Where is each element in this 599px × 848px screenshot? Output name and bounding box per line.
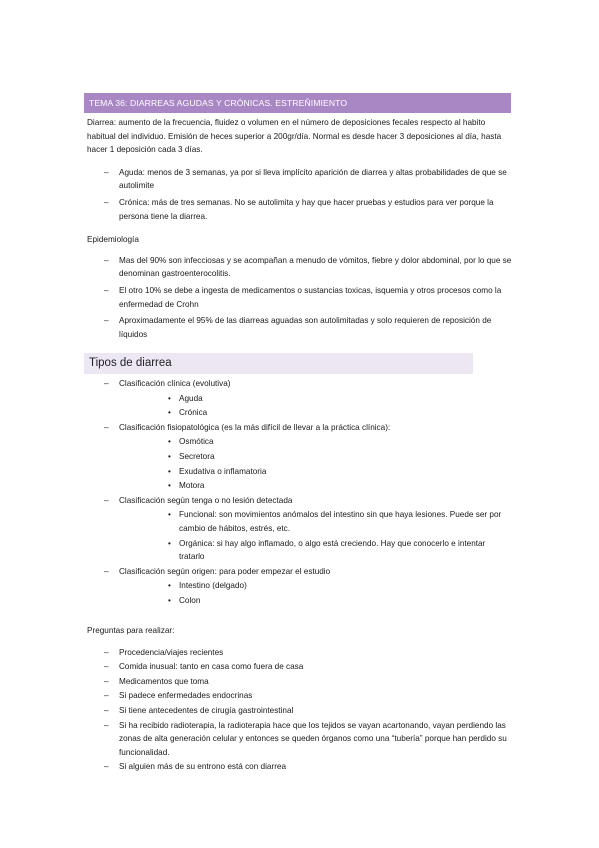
preguntas-heading: Preguntas para realizar: xyxy=(87,626,175,635)
sub-item: • Aguda xyxy=(119,392,512,406)
classification-label: Clasificación según origen: para poder empezar el estudio xyxy=(119,566,331,576)
duration-list xyxy=(87,166,512,223)
sub-list xyxy=(119,508,512,563)
sub-item: • Motora xyxy=(119,479,512,493)
sub-item: • Colon xyxy=(119,594,512,608)
classification-item xyxy=(87,377,512,420)
list-item: – Si ha recibido radioterapia, la radioterapia hace que los tejidos se vayan acartonando, vayan perdiendo las zonas de alta generación celular y entonces se queden órganos como una “tubería” porque han perdido su funcionalidad. xyxy=(87,719,512,760)
list-item: – Si tiene antecedentes de cirugía gastrointestinal xyxy=(87,704,512,718)
sub-item: • Osmótica xyxy=(119,435,512,449)
list-item: – Si alguien más de su entrono está con diarrea xyxy=(87,760,512,774)
classification-item xyxy=(87,421,512,493)
classification-item xyxy=(87,494,512,564)
list-item: – Comida inusual: tanto en casa como fuera de casa xyxy=(87,660,512,674)
sub-item: • Exudativa o inflamatoria xyxy=(119,465,512,479)
list-item: – Aproximadamente el 95% de las diarreas aguadas son autolimitadas y solo requieren de reposición de líquidos xyxy=(87,314,512,341)
preguntas-list xyxy=(87,646,512,774)
intro-paragraph: Diarrea: aumento de la frecuencia, fluidez o volumen en el número de deposiciones fecales respecto al habito habitual del individuo. Emisión de heces superior a 200gr/día. Normal es desde hacer 3 deposiciones al día, hasta hacer 1 deposición cada 3 días. xyxy=(87,118,502,155)
sub-item: • Secretora xyxy=(119,450,512,464)
list-item: – Procedencia/viajes recientes xyxy=(87,646,512,660)
epidemiologia-list xyxy=(87,254,512,342)
classification-label: Clasificación clínica (evolutiva) xyxy=(119,379,231,388)
sub-item: • Crónica xyxy=(119,406,512,420)
list-item: – Crónica: más de tres semanas. No se autolimita y hay que hacer pruebas y estudios para ver porque la persona tiene la diarrea. xyxy=(87,196,512,223)
preguntas-section xyxy=(87,624,512,774)
list-item: – Si padece enfermedades endocrinas xyxy=(87,689,512,703)
classification-label: Clasificación según tenga o no lesión detectada xyxy=(119,495,293,505)
sub-list xyxy=(119,392,512,420)
sub-item: • Intestino (delgado) xyxy=(119,579,512,593)
classification-item xyxy=(87,565,512,608)
classification-list xyxy=(87,377,512,608)
tipos-section xyxy=(87,377,512,609)
sub-item: • Funcional: son movimientos anómalos del intestino sin que haya lesiones. Puede ser por cambio de hábitos, estrés, etc. xyxy=(119,508,512,535)
list-item: – Mas del 90% son infecciosas y se acompañan a menudo de vómitos, fiebre y dolor abdominal, por lo que se denominan gastroenterocolitis. xyxy=(87,254,512,281)
epidemiologia-heading: Epidemiología xyxy=(87,235,139,245)
classification-label: Clasificación fisiopatológica (es la más difícil de llevar a la práctica clínica): xyxy=(119,422,391,432)
page-title: TEMA 36: DIARREAS AGUDAS Y CRÓNICAS. ESTREÑIMIENTO xyxy=(84,93,511,113)
list-item: – Aguda: menos de 3 semanas, ya por si lleva implícito aparición de diarrea y altas probabilidades de que se autolimite xyxy=(87,166,512,193)
list-item: – El otro 10% se debe a ingesta de medicamentos o sustancias toxicas, isquemia y otros procesos como la enfermedad de Crohn xyxy=(87,284,512,311)
intro-section xyxy=(87,116,512,341)
list-item: – Medicamentos que toma xyxy=(87,675,512,689)
sub-list xyxy=(119,435,512,492)
sub-list xyxy=(119,579,512,607)
sub-item: • Orgánica: si hay algo inflamado, o algo está creciendo. Hay que conocerlo e intentar tratarlo xyxy=(119,537,512,564)
section-heading-tipos: Tipos de diarrea xyxy=(84,353,473,374)
